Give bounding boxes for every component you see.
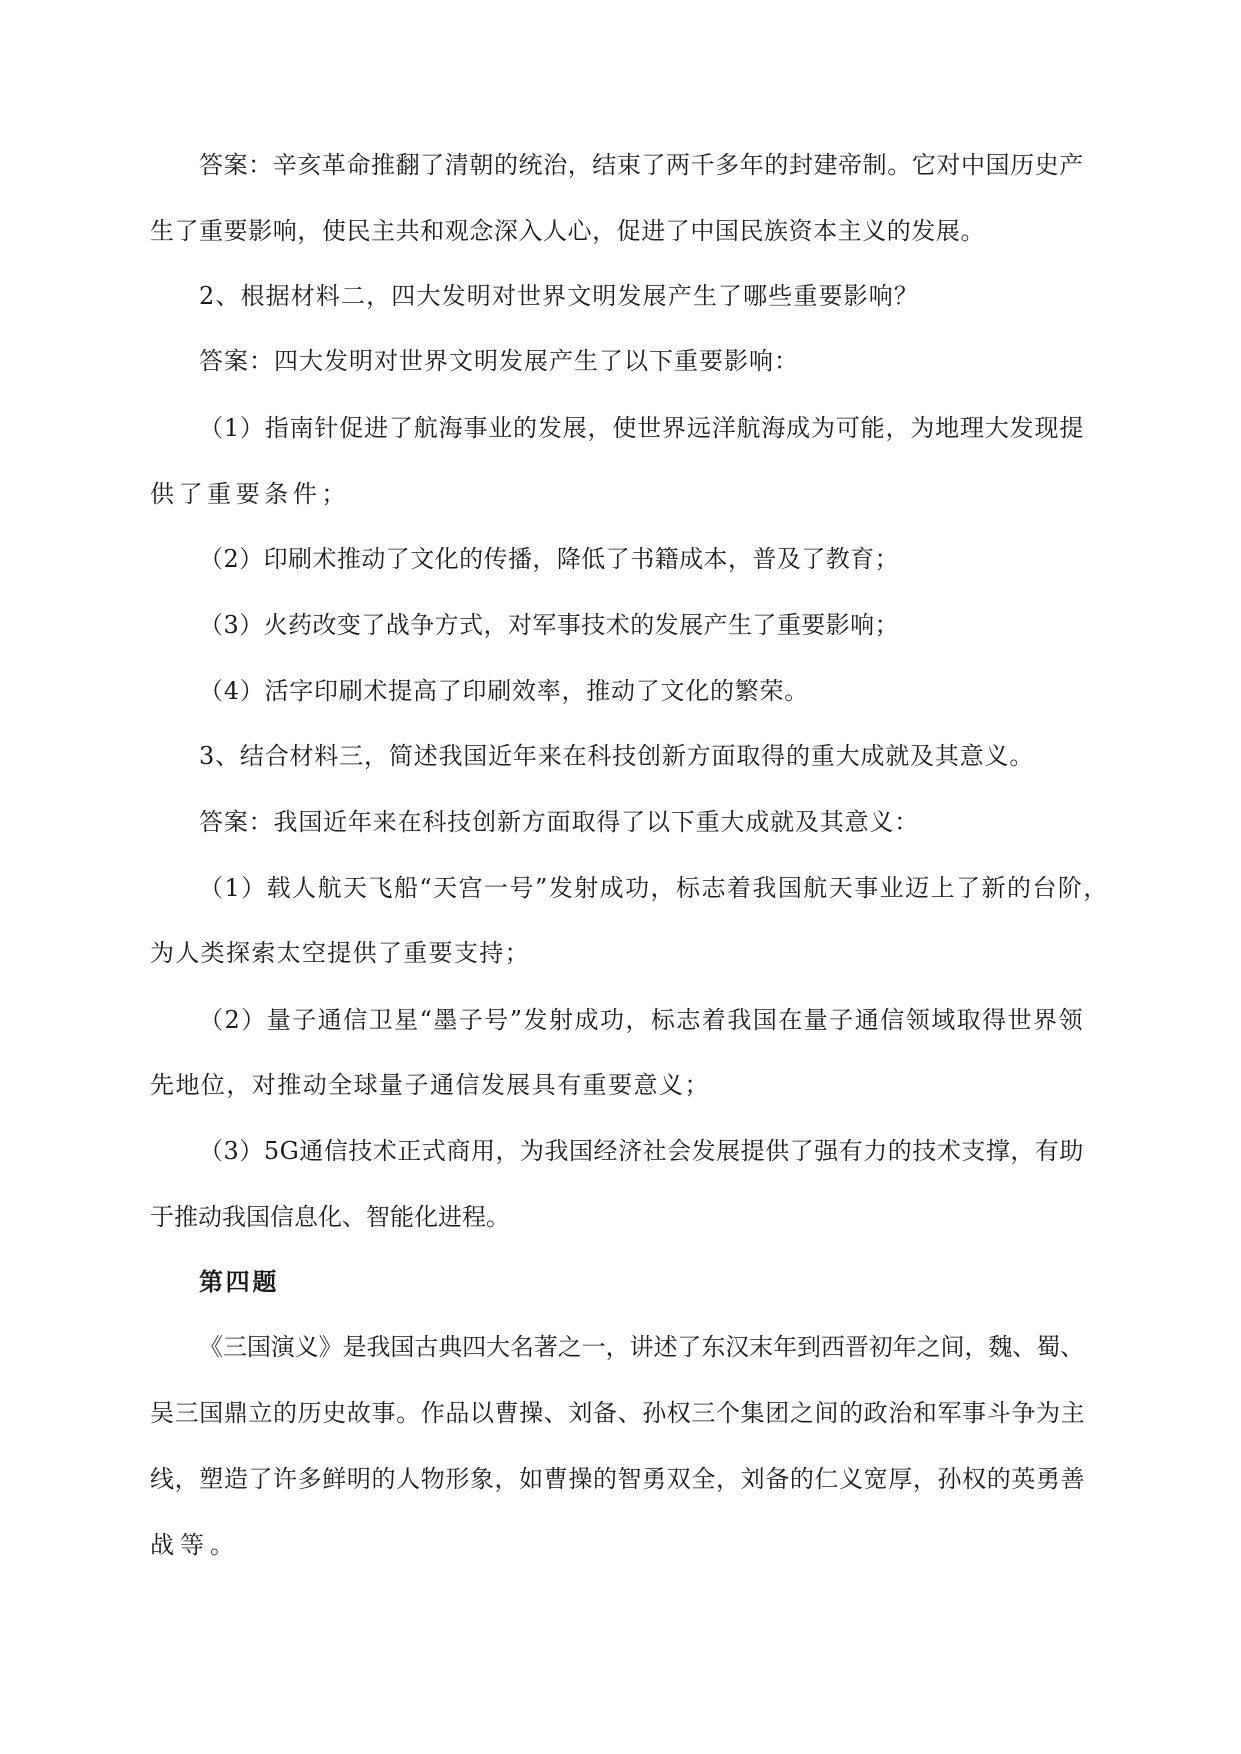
list-item-line: （4）活字印刷术提高了印刷效率，推动了文化的繁荣。 (199, 677, 810, 705)
list-item-line: （2）量子通信卫星“墨子号”发射成功，标志着我国在量子通信领域取得世界领 (199, 1006, 1085, 1034)
list-item-line: （1）指南针促进了航海事业的发展，使世界远洋航海成为可能，为地理大发现提 (199, 414, 1085, 442)
list-item-line: 先地位，对推动全球量子通信发展具有重要意义； (150, 1071, 710, 1099)
paragraph-line: 线，塑造了许多鲜明的人物形象，如曹操的智勇双全，刘备的仁义宽厚，孙权的英勇善 (150, 1465, 1086, 1493)
paragraph-line: 《三国演义》是我国古典四大名著之一，讲述了东汉末年到西晋初年之间，魏、蜀、 (199, 1333, 1085, 1361)
section-heading: 第四题 (199, 1267, 280, 1296)
list-item-line: （3）5G通信技术正式商用，为我国经济社会发展提供了强有力的技术支撑，有助 (199, 1137, 1084, 1165)
list-item-line: （1）载人航天飞船“天宫一号”发射成功，标志着我国航天事业迈上了新的台阶， (199, 874, 1109, 902)
list-item-line: （3）火药改变了战争方式，对军事技术的发展产生了重要影响； (199, 611, 900, 639)
paragraph-line: 吴三国鼎立的历史故事。作品以曹操、刘备、孙权三个集团之间的政治和军事斗争为主 (150, 1399, 1086, 1427)
question-line: 2、根据材料二，四大发明对世界文明发展产生了哪些重要影响？ (199, 282, 920, 310)
list-item-line: 供了重要条件； (150, 480, 350, 508)
question-line: 3、结合材料三，简述我国近年来在科技创新方面取得的重大成就及其意义。 (199, 742, 1035, 770)
answer-line: 答案：四大发明对世界文明发展产生了以下重要影响： (199, 347, 799, 375)
list-item-line: （2）印刷术推动了文化的传播，降低了书籍成本，普及了教育； (199, 545, 900, 573)
list-item-line: 于推动我国信息化、智能化进程。 (150, 1203, 510, 1231)
answer-line: 答案：我国近年来在科技创新方面取得了以下重大成就及其意义： (199, 808, 920, 836)
list-item-line: 为人类探索太空提供了重要支持； (150, 939, 530, 967)
paragraph-line: 战等。 (150, 1531, 240, 1559)
answer-line: 生了重要影响，使民主共和观念深入人心，促进了中国民族资本主义的发展。 (150, 217, 986, 245)
answer-line: 答案：辛亥革命推翻了清朝的统治，结束了两千多年的封建帝制。它对中国历史产 (199, 151, 1084, 179)
